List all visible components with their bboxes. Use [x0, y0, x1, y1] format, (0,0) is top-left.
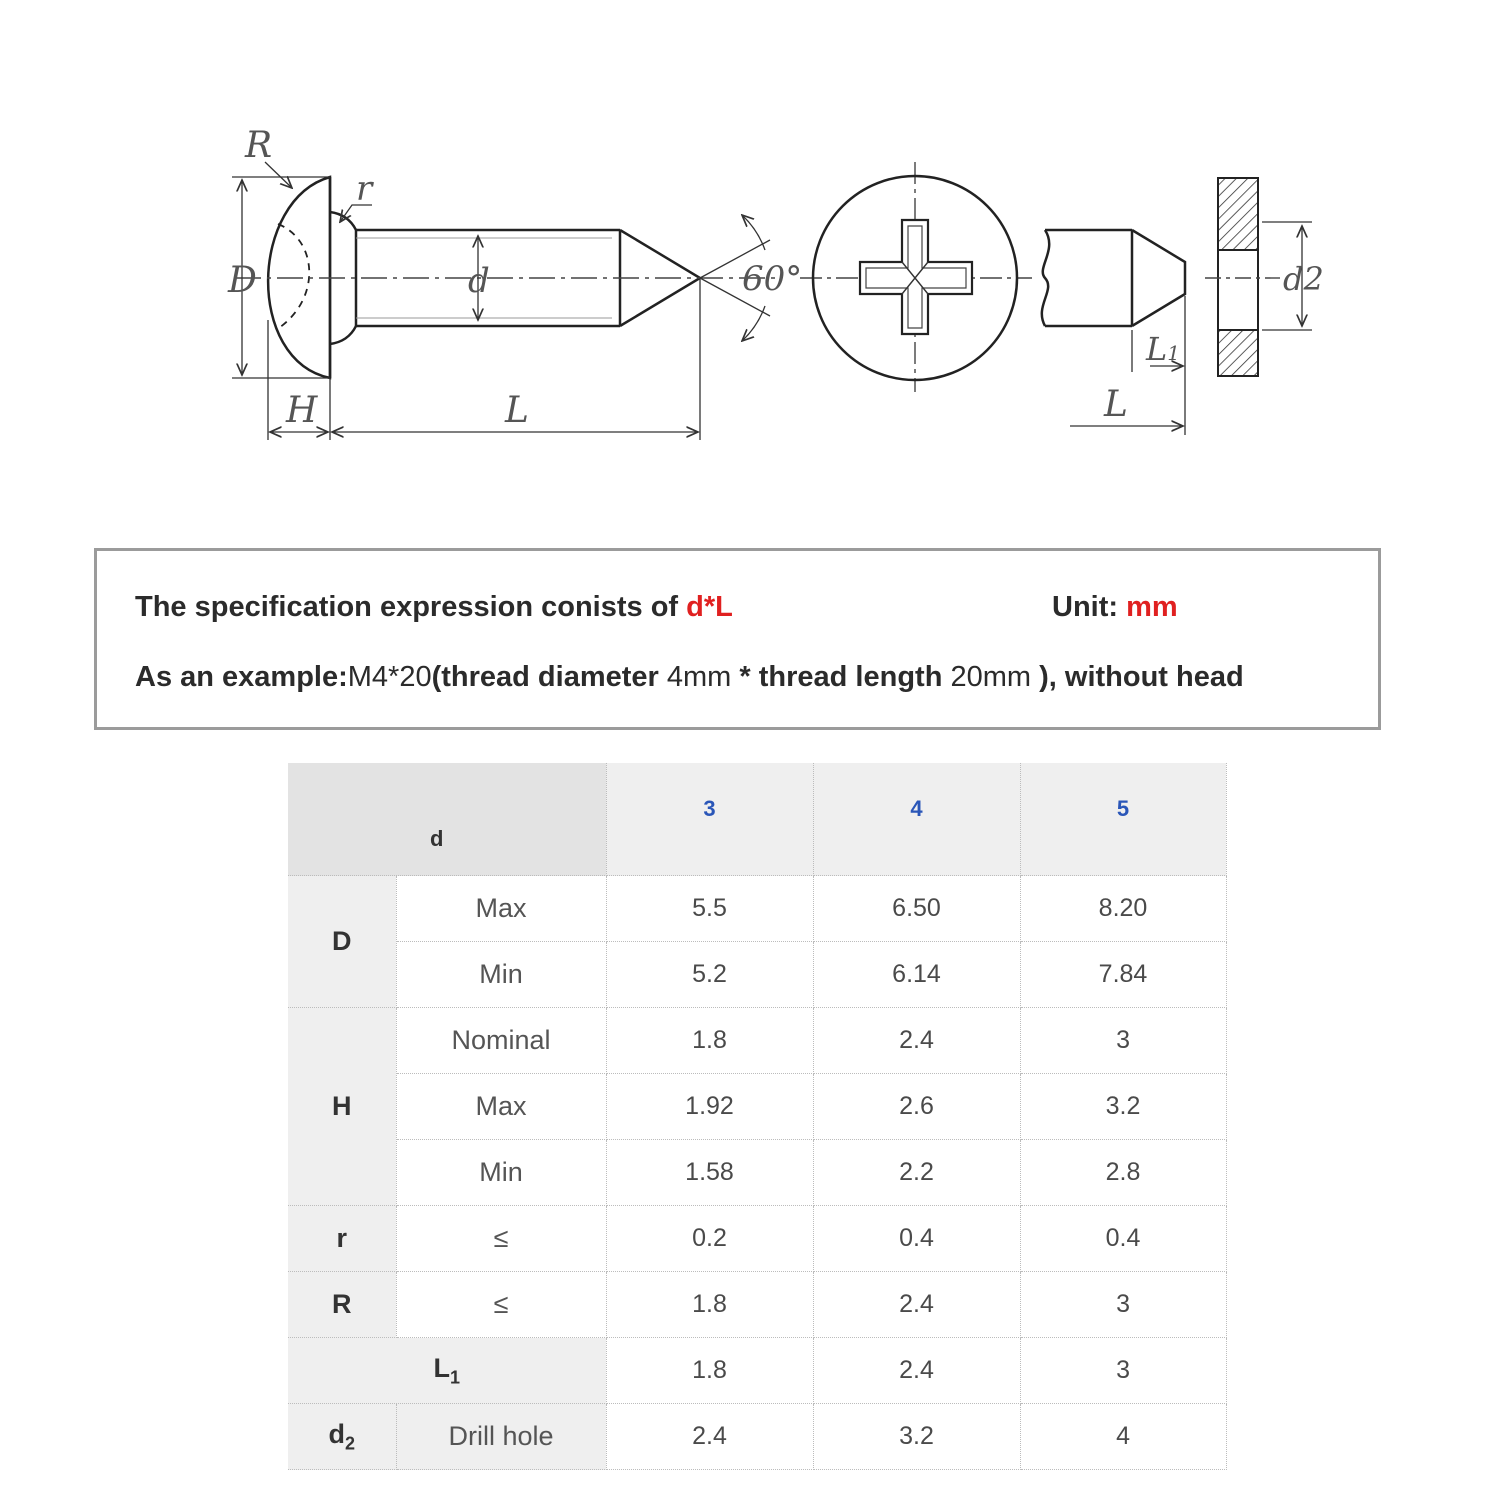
table-cell: 0.4 — [1020, 1206, 1226, 1272]
dimension-H-L — [268, 278, 700, 440]
table-header-row — [288, 763, 1226, 876]
spec-expression-value: d*L — [686, 591, 733, 623]
table-row — [288, 942, 1226, 1008]
label-H: H — [286, 390, 318, 431]
table-cell: 0.4 — [813, 1206, 1020, 1272]
screw-technical-drawing — [0, 0, 1500, 540]
sub-label: Max — [396, 876, 606, 942]
label-L: L — [505, 390, 529, 431]
table-cell: 6.50 — [813, 876, 1020, 942]
specification-note-box — [94, 548, 1381, 730]
sub-label: Drill hole — [396, 1404, 606, 1470]
param-d2 — [288, 1404, 396, 1470]
sub-label: ≤ — [396, 1206, 606, 1272]
table-cell: 8.20 — [1020, 876, 1226, 942]
table-row — [288, 1140, 1226, 1206]
param-D: D — [288, 876, 396, 1008]
unit-value: mm — [1126, 591, 1178, 623]
table-cell: 2.4 — [813, 1272, 1020, 1338]
param-L1-main: L — [433, 1352, 450, 1383]
table-cell: 2.2 — [813, 1140, 1020, 1206]
sub-label: Min — [396, 942, 606, 1008]
example-open: (thread diameter — [431, 661, 667, 693]
table-row — [288, 876, 1226, 942]
header-d-label: d — [288, 763, 606, 876]
label-r: r — [356, 169, 373, 209]
param-r: r — [288, 1206, 396, 1272]
param-d2-sub: 2 — [344, 1433, 355, 1454]
table-cell: 2.4 — [813, 1008, 1020, 1074]
header-size-3: 3 — [606, 763, 813, 876]
table-row — [288, 1008, 1226, 1074]
table-cell: 2.4 — [813, 1338, 1020, 1404]
spec-line-1 — [135, 591, 733, 624]
label-L-right: L — [1104, 384, 1128, 425]
table-cell: 2.8 — [1020, 1140, 1226, 1206]
table-cell: 1.58 — [606, 1140, 813, 1206]
table-row — [288, 1338, 1226, 1404]
example-end: ), without head — [1031, 661, 1244, 693]
table-cell: 0.2 — [606, 1206, 813, 1272]
table-cell: 2.4 — [606, 1404, 813, 1470]
screw-head-front-view — [800, 162, 1032, 392]
unit-line — [1052, 591, 1178, 624]
table-cell: 3 — [1020, 1008, 1226, 1074]
table-cell: 1.8 — [606, 1008, 813, 1074]
example-length: 20mm — [950, 661, 1032, 693]
table-cell: 1.8 — [606, 1338, 813, 1404]
table-cell: 3.2 — [1020, 1074, 1226, 1140]
table-cell: 1.92 — [606, 1074, 813, 1140]
label-angle: 60° — [742, 259, 803, 299]
param-d2-main: d — [328, 1418, 345, 1449]
dimension-table — [288, 763, 1227, 1470]
unit-label: Unit: — [1052, 591, 1127, 623]
label-D: D — [228, 260, 257, 301]
screw-point-view — [1042, 230, 1185, 326]
label-d: d — [468, 261, 490, 301]
table-cell: 4 — [1020, 1404, 1226, 1470]
table-cell: 3 — [1020, 1272, 1226, 1338]
table-row — [288, 1206, 1226, 1272]
param-H: H — [288, 1008, 396, 1206]
table-cell: 2.6 — [813, 1074, 1020, 1140]
param-L1 — [288, 1338, 606, 1404]
table-row — [288, 1272, 1226, 1338]
sub-label: Max — [396, 1074, 606, 1140]
header-size-4: 4 — [813, 763, 1020, 876]
label-d2: d2 — [1283, 260, 1324, 298]
table-cell: 3 — [1020, 1338, 1226, 1404]
param-L1-sub: 1 — [450, 1367, 461, 1388]
sub-label: ≤ — [396, 1272, 606, 1338]
table-row — [288, 1404, 1226, 1470]
table-cell: 5.5 — [606, 876, 813, 942]
example-prefix: As an example: — [135, 661, 348, 693]
sub-label: Min — [396, 1140, 606, 1206]
table-cell: 6.14 — [813, 942, 1020, 1008]
example-model: M4*20 — [347, 661, 432, 693]
example-diameter: 4mm — [666, 661, 732, 693]
header-size-5: 5 — [1020, 763, 1226, 876]
sub-label: Nominal — [396, 1008, 606, 1074]
example-mid: * thread length — [731, 661, 951, 693]
label-L1: L1 — [1146, 330, 1180, 368]
table-cell: 5.2 — [606, 942, 813, 1008]
table-cell: 3.2 — [813, 1404, 1020, 1470]
table-cell: 1.8 — [606, 1272, 813, 1338]
spec-line-2 — [135, 661, 1244, 694]
spec-expression-text: The specification expression conists of — [135, 591, 687, 623]
table-cell: 7.84 — [1020, 942, 1226, 1008]
table-row — [288, 1074, 1226, 1140]
param-R: R — [288, 1272, 396, 1338]
label-R: R — [245, 125, 273, 166]
